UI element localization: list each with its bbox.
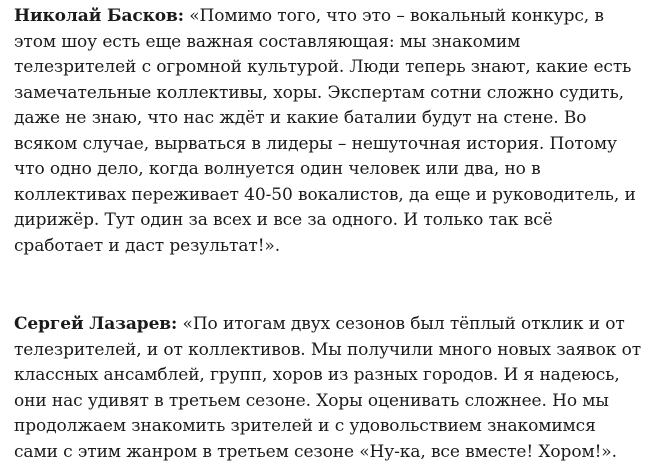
speaker-name-lazarev: Сергей Лазарев: xyxy=(14,314,178,334)
quote-paragraph-lazarev xyxy=(14,312,644,465)
quote-text-baskov: «Помимо того, что это – вокальный конкурс, в этом шоу есть еще важная составляющая: мы знакомим телезрителей с огромной культурой. Люди теперь знают, какие есть замечательные коллективы, хоры. Экспертам сотни сложно судить, даже не знаю, что нас ждёт и какие баталии будут на стене. Во всяком случае, вырваться в лидеры – нешуточная история. Потому что одно дело, когда волнуется один человек или два, но в коллективах переживает 40-50 вокалистов, да еще и руководитель, и дирижёр. Тут один за всех и все за одного. И только так всё сработает и даст результат!». xyxy=(14,6,636,256)
quote-text-lazarev: «По итогам двух сезонов был тёплый отклик и от телезрителей, и от коллективов. Мы получили много новых заявок от классных ансамблей, групп, хоров из разных городов. И я надеюсь, они нас удивят в третьем сезоне. Хоры оценивать сложнее. Но мы продолжаем знакомить зрителей и с удовольствием знакомимся сами с этим жанром в третьем сезоне «Ну-ка, все вместе! Хором!». xyxy=(14,314,642,462)
quote-paragraph-baskov xyxy=(14,4,644,259)
article-body xyxy=(14,4,644,465)
speaker-name-baskov: Николай Басков: xyxy=(14,6,184,26)
